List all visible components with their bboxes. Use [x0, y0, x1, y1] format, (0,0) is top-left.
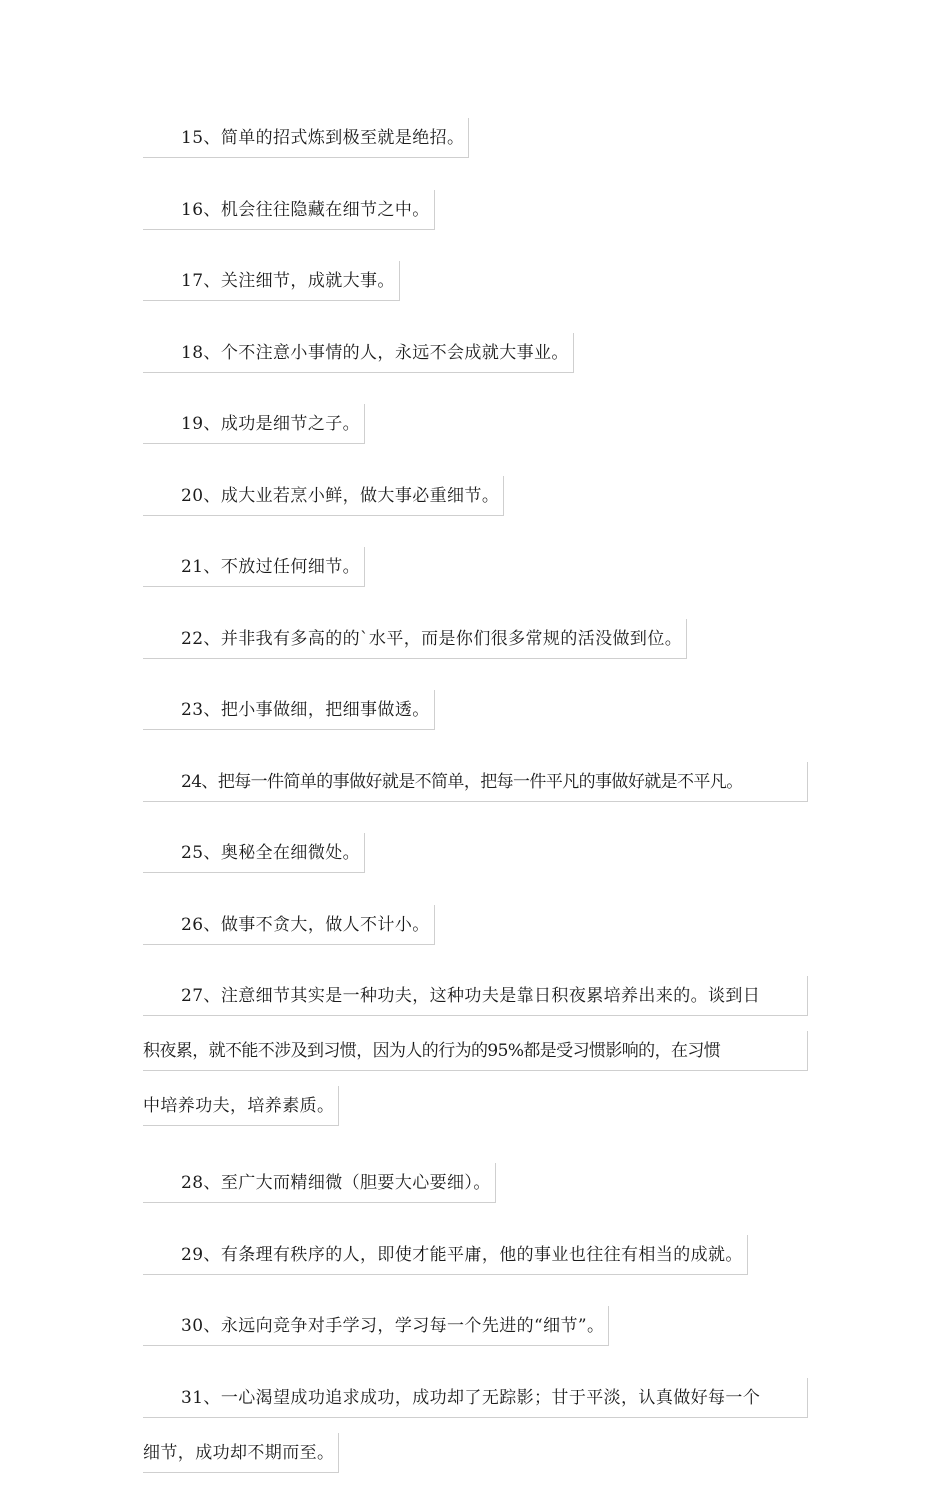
quote-line: 22、并非我有多高的的`水平，而是你们很多常规的活没做到位。 [143, 619, 687, 659]
quote-line: 25、奥秘全在细微处。 [143, 833, 365, 873]
quote-item-21 [143, 547, 808, 602]
quote-item-28 [143, 1163, 808, 1218]
quote-line: 23、把小事做细，把细事做透。 [143, 690, 435, 730]
quote-line: 16、机会往往隐藏在细节之中。 [143, 190, 435, 230]
quote-item-31 [143, 1378, 808, 1488]
quote-item-30 [143, 1306, 808, 1361]
quote-line: 18、个不注意小事情的人，永远不会成就大事业。 [143, 333, 574, 373]
quote-item-19 [143, 404, 808, 459]
quote-line: 积夜累，就不能不涉及到习惯，因为人的行为的95%都是受习惯影响的，在习惯 [143, 1031, 808, 1071]
quote-line: 26、做事不贪大，做人不计小。 [143, 905, 435, 945]
quote-line: 细节，成功却不期而至。 [143, 1433, 339, 1473]
quote-line: 29、有条理有秩序的人，即使才能平庸，他的事业也往往有相当的成就。 [143, 1235, 748, 1275]
quote-item-17 [143, 261, 808, 316]
quote-item-16 [143, 190, 808, 245]
quote-line: 24、把每一件简单的事做好就是不简单，把每一件平凡的事做好就是不平凡。 [143, 762, 808, 802]
quote-item-18 [143, 333, 808, 388]
quote-line: 31、一心渴望成功追求成功，成功却了无踪影；甘于平淡，认真做好每一个 [143, 1378, 808, 1418]
quote-line: 27、注意细节其实是一种功夫，这种功夫是靠日积夜累培养出来的。谈到日 [143, 976, 808, 1016]
quote-item-29 [143, 1235, 808, 1290]
quote-line: 中培养功夫，培养素质。 [143, 1086, 339, 1126]
quote-item-26 [143, 905, 808, 960]
quote-line: 19、成功是细节之子。 [143, 404, 365, 444]
quote-line: 15、简单的招式炼到极至就是绝招。 [143, 118, 469, 158]
quote-line: 17、关注细节，成就大事。 [143, 261, 400, 301]
quote-item-27 [143, 976, 808, 1141]
quote-item-15 [143, 118, 808, 173]
quote-item-24 [143, 762, 808, 817]
quote-line: 28、至广大而精细微（胆要大心要细）。 [143, 1163, 496, 1203]
quote-item-20 [143, 476, 808, 531]
quote-line: 30、永远向竞争对手学习，学习每一个先进的“细节”。 [143, 1306, 609, 1346]
quote-item-23 [143, 690, 808, 745]
quote-line: 20、成大业若烹小鲜，做大事必重细节。 [143, 476, 504, 516]
quote-list [143, 118, 808, 1510]
quote-item-22 [143, 619, 808, 674]
quote-line: 21、不放过任何细节。 [143, 547, 365, 587]
quote-item-25 [143, 833, 808, 888]
